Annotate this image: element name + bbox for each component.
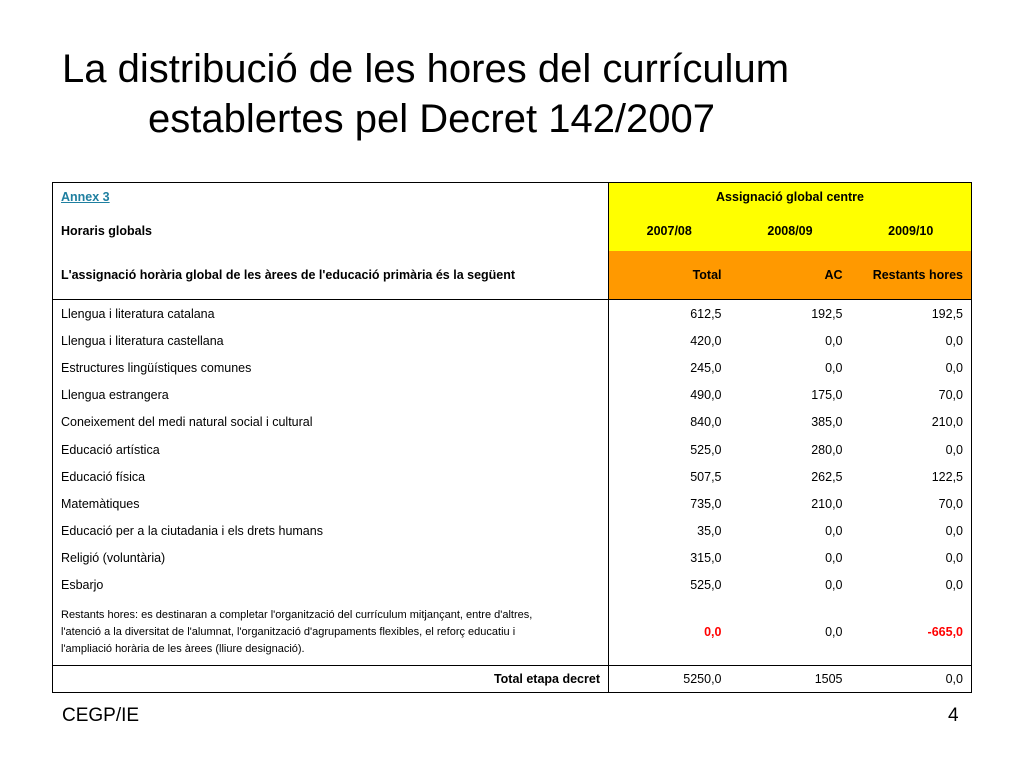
year-header: 2008/09: [730, 211, 851, 251]
slide-title-line-1: La distribució de les hores del currículum: [62, 47, 790, 91]
table-row: [53, 572, 972, 599]
row-label: Matemàtiques: [53, 490, 609, 517]
table-row: [53, 382, 972, 409]
note-line: Restants hores: es destinaran a completar l'organització del currículum mitjançant, entre d'altres,: [61, 608, 533, 621]
row-value: 122,5: [931, 469, 963, 484]
row-label: Religió (voluntària): [53, 545, 609, 572]
row-value: 0,0: [945, 333, 963, 348]
note-text: [53, 599, 609, 666]
row-label: Educació per a la ciutadania i els drets humans: [53, 518, 609, 545]
row-value: 315,0: [690, 551, 722, 566]
table-row: [53, 518, 972, 545]
table-row: [53, 409, 972, 436]
row-value: 385,0: [811, 415, 843, 430]
total-value: 5250,0: [609, 666, 730, 693]
note-line: l'atenció a la diversitat de l'alumnat, l'organització d'agrupaments flexibles, el reforç educatiu i: [61, 625, 516, 638]
annex-link[interactable]: Annex 3: [61, 190, 110, 204]
total-row: [53, 666, 972, 693]
subheader-total: Total: [609, 251, 730, 300]
row-value: 0,0: [945, 578, 963, 593]
row-label: Llengua i literatura catalana: [53, 300, 609, 328]
row-label: Coneixement del medi natural social i cultural: [53, 409, 609, 436]
note-value-ac: 0,0: [825, 624, 843, 639]
subheader-ac: AC: [730, 251, 851, 300]
row-value: 0,0: [825, 524, 843, 539]
table-row: [53, 545, 972, 572]
row-value: 192,5: [811, 306, 843, 321]
group-header: Assignació global centre: [609, 183, 972, 212]
row-value: 525,0: [690, 578, 722, 593]
year-header: 2009/10: [851, 211, 972, 251]
row-value: 70,0: [938, 496, 963, 511]
note-value-restants: -665,0: [927, 624, 963, 639]
slide-title: [62, 44, 962, 144]
curriculum-hours-table: [52, 182, 972, 693]
row-value: 840,0: [690, 415, 722, 430]
row-value: 507,5: [690, 469, 722, 484]
row-value: 0,0: [945, 442, 963, 457]
row-value: 210,0: [811, 496, 843, 511]
total-value: 0,0: [851, 666, 972, 693]
row-value: 70,0: [938, 388, 963, 403]
note-line: l'ampliació horària de les àrees (lliure designació).: [61, 642, 305, 655]
row-label: Estructures lingüístiques comunes: [53, 354, 609, 381]
row-value: 35,0: [697, 524, 722, 539]
table-row: [53, 327, 972, 354]
subheader-description: L'assignació horària global de les àrees de l'educació primària és la següent: [53, 251, 609, 300]
horaris-label: Horaris globals: [53, 211, 609, 251]
table-row: [53, 490, 972, 517]
row-value: 0,0: [825, 333, 843, 348]
table-row: [53, 463, 972, 490]
total-value: 1505: [730, 666, 851, 693]
row-value: 280,0: [811, 442, 843, 457]
row-label: Educació artística: [53, 436, 609, 463]
year-header: 2007/08: [609, 211, 730, 251]
row-value: 175,0: [811, 388, 843, 403]
page-number: 4: [948, 705, 959, 726]
table-row: [53, 436, 972, 463]
row-value: 0,0: [945, 360, 963, 375]
subheader-restants: Restants hores: [851, 251, 972, 300]
row-value: 245,0: [690, 360, 722, 375]
footer-organization: CEGP/IE: [62, 705, 140, 726]
row-value: 0,0: [945, 524, 963, 539]
table-row: [53, 354, 972, 381]
header-row-years: [53, 211, 972, 251]
row-value: 0,0: [825, 578, 843, 593]
row-label: Llengua estrangera: [53, 382, 609, 409]
row-value: 210,0: [931, 415, 963, 430]
row-value: 0,0: [825, 360, 843, 375]
header-row-subheaders: [53, 251, 972, 300]
table-row: [53, 300, 972, 328]
row-value: 262,5: [811, 469, 843, 484]
row-value: 420,0: [690, 333, 722, 348]
row-value: 490,0: [690, 388, 722, 403]
row-value: 735,0: [690, 496, 722, 511]
total-label: Total etapa decret: [53, 666, 609, 693]
row-label: Esbarjo: [53, 572, 609, 599]
note-value-total: 0,0: [704, 624, 722, 639]
row-value: 0,0: [825, 551, 843, 566]
note-row: [53, 599, 972, 666]
row-label: Educació física: [53, 463, 609, 490]
row-value: 612,5: [690, 306, 722, 321]
row-value: 0,0: [945, 551, 963, 566]
row-value: 525,0: [690, 442, 722, 457]
row-label: Llengua i literatura castellana: [53, 327, 609, 354]
annex-cell: [53, 183, 609, 212]
row-value: 192,5: [931, 306, 963, 321]
slide-title-line-2: establertes pel Decret 142/2007: [148, 97, 716, 141]
header-row-annex: [53, 183, 972, 212]
